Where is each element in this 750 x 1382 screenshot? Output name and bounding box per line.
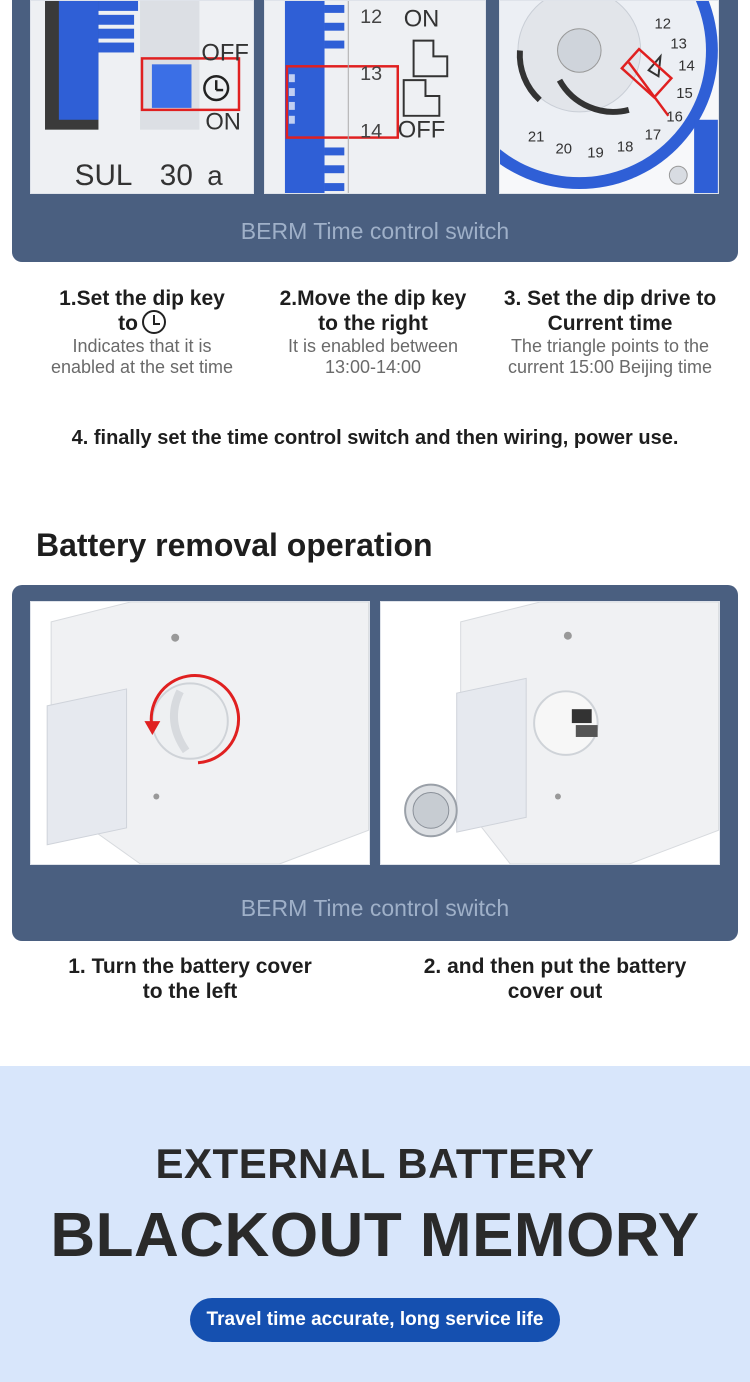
step-2-desc-line2: 13:00-14:00 xyxy=(324,357,422,377)
dial-num-15: 15 xyxy=(676,85,693,102)
step-1-title-line2-wrap xyxy=(22,311,262,336)
step-2 xyxy=(262,286,484,378)
strip-on-label: ON xyxy=(403,5,440,33)
on-label: ON xyxy=(205,108,241,136)
banner-headline-1: EXTERNAL BATTERY xyxy=(155,1140,595,1187)
dial-num-20: 20 xyxy=(555,141,573,158)
dip-key-photo xyxy=(30,0,254,194)
dial-12: 12 xyxy=(360,5,383,28)
model-number: 30 xyxy=(159,159,193,193)
top-product-panel xyxy=(12,0,738,262)
battery-step-1-line1: 1. Turn the battery cover xyxy=(68,955,312,978)
step-3-title-line1: 3. Set the dip drive to xyxy=(503,287,717,310)
step-3-desc-line1: The triangle points to the xyxy=(510,336,710,356)
mid-band-caption: BERM Time control switch xyxy=(240,895,510,921)
final-note: 4. finally set the time control switch and then wiring, power use. xyxy=(71,427,679,449)
model-text: SUL xyxy=(74,159,133,193)
step-1-desc-line1: Indicates that it is xyxy=(72,336,212,357)
dial-num-12: 12 xyxy=(654,16,672,33)
model-suffix: a xyxy=(207,160,223,192)
rotary-dial-photo xyxy=(499,0,719,194)
step-1 xyxy=(22,286,262,378)
off-label: OFF xyxy=(201,39,249,67)
strip-off-label: OFF xyxy=(397,116,446,144)
banner-headline-2: BLACKOUT MEMORY xyxy=(50,1201,700,1270)
dial-num-18: 18 xyxy=(616,139,634,156)
step-3-title-line2: Current time xyxy=(547,312,673,335)
battery-step-1-line2: to the left xyxy=(142,980,238,1003)
dial-num-16: 16 xyxy=(666,109,683,126)
top-band-caption: BERM Time control switch xyxy=(240,218,510,244)
dial-num-19: 19 xyxy=(587,145,604,162)
battery-step-2-line2: cover out xyxy=(507,980,603,1003)
battery-removed-photo xyxy=(380,601,720,865)
battery-step-1 xyxy=(30,954,350,1004)
dial-num-21: 21 xyxy=(527,129,545,146)
step-2-title-line1: 2.Move the dip key xyxy=(279,287,467,310)
step-1-title-line1: 1.Set the dip key xyxy=(59,287,225,310)
step-1-desc-line2: enabled at the set time xyxy=(50,357,234,378)
dial-num-14: 14 xyxy=(678,58,695,75)
dial-num-13: 13 xyxy=(670,36,687,53)
feature-pill: Travel time accurate, long service life xyxy=(190,1298,560,1342)
dip-strip-photo xyxy=(264,0,486,194)
step-2-desc-line1: It is enabled between xyxy=(287,336,459,356)
dial-13: 13 xyxy=(360,63,383,86)
dial-num-17: 17 xyxy=(644,127,662,144)
battery-photo-panel xyxy=(12,585,738,941)
clock-icon xyxy=(142,310,166,334)
step-1-title-line2: to xyxy=(118,312,138,335)
battery-step-2 xyxy=(395,954,715,1004)
battery-step-2-line1: 2. and then put the battery xyxy=(423,955,687,978)
step-3-desc-line2: current 15:00 Beijing time xyxy=(507,357,713,377)
battery-cover-photo xyxy=(30,601,370,865)
step-2-title-line2: to the right xyxy=(318,312,428,335)
battery-section-title: Battery removal operation xyxy=(36,527,433,563)
step-3 xyxy=(484,286,736,378)
dial-14: 14 xyxy=(360,120,383,143)
